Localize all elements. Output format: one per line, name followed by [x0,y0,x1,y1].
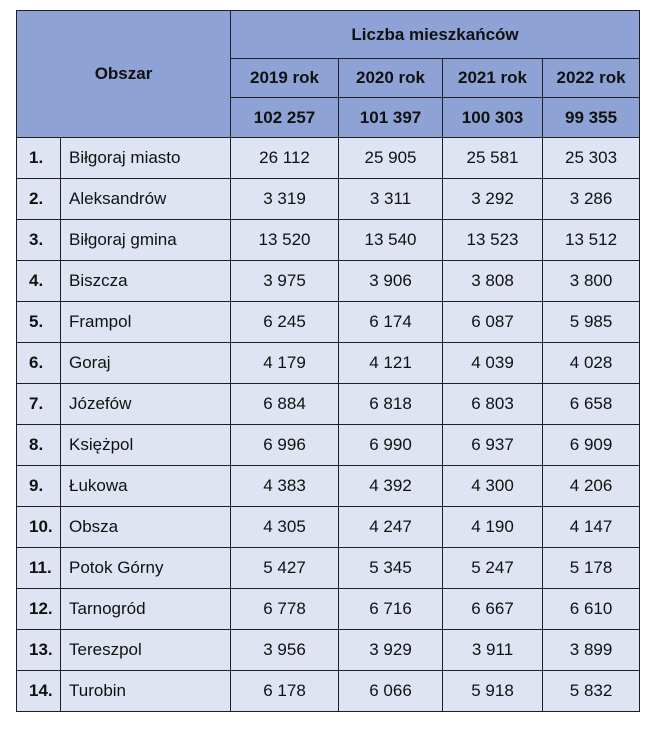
total-2020: 101 397 [339,98,443,138]
row-value-2022: 4 028 [543,343,640,384]
row-number: 12. [17,589,61,630]
row-area-name: Księżpol [61,425,231,466]
year-2019-header: 2019 rok [231,59,339,98]
table-row [17,138,640,179]
row-area-name: Tarnogród [61,589,231,630]
population-table [16,10,640,712]
population-table-container [16,10,640,712]
row-area-name: Goraj [61,343,231,384]
total-2021: 100 303 [443,98,543,138]
table-row [17,179,640,220]
row-value-2022: 3 899 [543,630,640,671]
row-value-2020: 4 247 [339,507,443,548]
row-value-2022: 6 658 [543,384,640,425]
row-number: 6. [17,343,61,384]
year-2022-header: 2022 rok [543,59,640,98]
row-area-name: Łukowa [61,466,231,507]
row-area-name: Turobin [61,671,231,712]
population-header: Liczba mieszkańców [231,11,640,59]
table-row [17,671,640,712]
row-value-2022: 4 206 [543,466,640,507]
row-value-2022: 13 512 [543,220,640,261]
row-value-2022: 5 985 [543,302,640,343]
table-row [17,630,640,671]
row-area-name: Frampol [61,302,231,343]
row-value-2022: 25 303 [543,138,640,179]
row-number: 3. [17,220,61,261]
row-area-name: Biszcza [61,261,231,302]
row-number: 1. [17,138,61,179]
row-number: 11. [17,548,61,589]
row-value-2020: 3 311 [339,179,443,220]
row-value-2019: 13 520 [231,220,339,261]
row-value-2021: 6 087 [443,302,543,343]
row-value-2019: 3 975 [231,261,339,302]
row-area-name: Aleksandrów [61,179,231,220]
row-value-2019: 3 956 [231,630,339,671]
row-number: 5. [17,302,61,343]
table-row [17,425,640,466]
row-area-name: Józefów [61,384,231,425]
row-value-2020: 25 905 [339,138,443,179]
row-value-2020: 4 121 [339,343,443,384]
row-value-2021: 3 808 [443,261,543,302]
row-value-2021: 4 190 [443,507,543,548]
row-value-2020: 6 716 [339,589,443,630]
row-value-2019: 4 383 [231,466,339,507]
row-number: 7. [17,384,61,425]
row-value-2021: 4 300 [443,466,543,507]
table-row [17,548,640,589]
row-value-2021: 5 918 [443,671,543,712]
row-value-2021: 6 803 [443,384,543,425]
row-value-2019: 3 319 [231,179,339,220]
table-body [17,138,640,712]
table-row [17,302,640,343]
row-value-2022: 4 147 [543,507,640,548]
row-number: 9. [17,466,61,507]
row-number: 8. [17,425,61,466]
area-header: Obszar [17,11,231,138]
row-value-2019: 6 884 [231,384,339,425]
table-row [17,220,640,261]
row-value-2022: 5 832 [543,671,640,712]
row-value-2022: 6 909 [543,425,640,466]
table-row [17,384,640,425]
row-value-2019: 6 245 [231,302,339,343]
row-value-2021: 6 937 [443,425,543,466]
row-number: 4. [17,261,61,302]
row-value-2021: 3 911 [443,630,543,671]
row-value-2020: 13 540 [339,220,443,261]
row-area-name: Tereszpol [61,630,231,671]
row-value-2020: 3 906 [339,261,443,302]
row-value-2022: 6 610 [543,589,640,630]
table-row [17,507,640,548]
row-value-2020: 6 066 [339,671,443,712]
row-value-2020: 6 174 [339,302,443,343]
row-value-2021: 6 667 [443,589,543,630]
table-row [17,589,640,630]
row-value-2019: 6 178 [231,671,339,712]
row-number: 13. [17,630,61,671]
row-number: 14. [17,671,61,712]
row-value-2022: 3 800 [543,261,640,302]
row-value-2019: 6 996 [231,425,339,466]
row-value-2020: 5 345 [339,548,443,589]
year-2021-header: 2021 rok [443,59,543,98]
row-value-2020: 6 990 [339,425,443,466]
total-2019: 102 257 [231,98,339,138]
table-row [17,261,640,302]
row-number: 10. [17,507,61,548]
row-value-2021: 25 581 [443,138,543,179]
total-2022: 99 355 [543,98,640,138]
row-value-2021: 4 039 [443,343,543,384]
row-value-2021: 13 523 [443,220,543,261]
row-value-2020: 6 818 [339,384,443,425]
row-value-2022: 5 178 [543,548,640,589]
row-value-2022: 3 286 [543,179,640,220]
row-value-2019: 5 427 [231,548,339,589]
row-area-name: Obsza [61,507,231,548]
row-value-2021: 3 292 [443,179,543,220]
table-row [17,466,640,507]
row-area-name: Biłgoraj miasto [61,138,231,179]
row-value-2020: 3 929 [339,630,443,671]
table-row [17,343,640,384]
row-value-2019: 4 305 [231,507,339,548]
row-value-2021: 5 247 [443,548,543,589]
row-area-name: Potok Górny [61,548,231,589]
row-value-2019: 6 778 [231,589,339,630]
row-area-name: Biłgoraj gmina [61,220,231,261]
row-value-2019: 26 112 [231,138,339,179]
row-value-2020: 4 392 [339,466,443,507]
row-value-2019: 4 179 [231,343,339,384]
row-number: 2. [17,179,61,220]
year-2020-header: 2020 rok [339,59,443,98]
